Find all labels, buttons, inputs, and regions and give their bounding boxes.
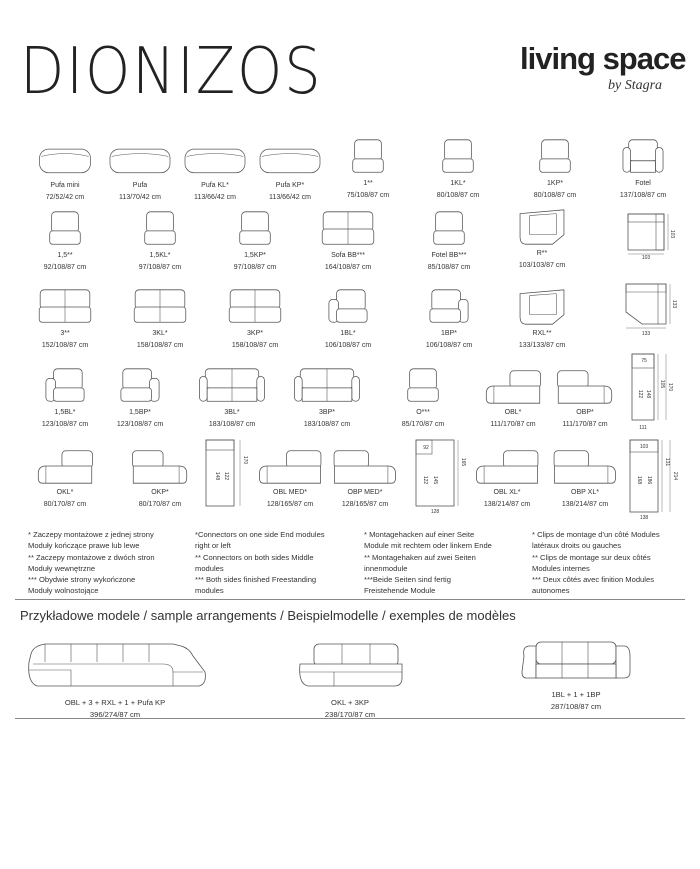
- module-item: [598, 136, 688, 202]
- module-name: 1,5**: [57, 252, 73, 259]
- module-drawing: [104, 140, 176, 180]
- module-dims: 111/170/87 cm: [490, 421, 536, 428]
- module-drawing: [515, 206, 569, 248]
- module-item: [323, 136, 413, 202]
- module-dims: 113/70/42 cm: [119, 194, 161, 201]
- module-dims: 97/108/87 cm: [138, 264, 182, 271]
- arrangement-name: OKL + 3KP: [331, 698, 369, 707]
- dim-label: 131: [664, 457, 670, 467]
- note-line: Module mit rechtem oder linkem Ende: [364, 541, 492, 551]
- module-dims: 80/108/87 cm: [436, 192, 480, 199]
- arrangement-name: 1BL + 1 + 1BP: [551, 690, 601, 699]
- dim-label: 103: [669, 229, 675, 239]
- module-name: 3KP*: [247, 330, 263, 337]
- note-polish: [28, 529, 188, 597]
- module-dims: 128/165/87 cm: [266, 501, 314, 508]
- note-line: modules: [195, 586, 224, 596]
- note-line: *Connectors on one side End modules: [195, 530, 325, 539]
- dim-label: 128: [430, 509, 440, 515]
- module-name: 3BP*: [319, 409, 335, 416]
- module-drawing: [620, 136, 666, 178]
- module-name: Sofa BB***: [331, 252, 365, 259]
- dim-label: 133: [641, 331, 651, 337]
- module-item: [20, 208, 110, 274]
- module-dims: 128/165/87 cm: [341, 501, 389, 508]
- note-line: ** Zaczepy montażowe z dwóch stron: [28, 552, 155, 562]
- note-line: ***Beide Seiten sind fertig: [364, 575, 451, 585]
- dim-label: 111: [639, 425, 647, 431]
- module-drawing: [481, 365, 545, 407]
- module-item: [462, 445, 552, 511]
- o-side-drawing: [622, 350, 672, 432]
- module-name: Pufa KP*: [275, 182, 305, 189]
- module-drawing: [118, 365, 162, 407]
- module-item: [115, 445, 205, 511]
- note-english: [195, 529, 355, 597]
- module-dims: 72/52/42 cm: [45, 194, 85, 201]
- note-line: ** Montagehaken auf zwei Seiten: [364, 552, 476, 562]
- module-name: OBL XL*: [493, 489, 521, 496]
- module-name: 1,5BP*: [129, 409, 151, 416]
- module-dims: 123/108/87 cm: [116, 421, 164, 428]
- module-item: [413, 136, 503, 202]
- module-drawing: [254, 445, 326, 487]
- arrangement-dims: 396/274/87 cm: [89, 709, 141, 719]
- arrangement-drawing: [294, 634, 406, 692]
- arrangement-dims: 287/108/87 cm: [550, 701, 602, 711]
- dim-label: 148: [645, 389, 651, 399]
- module-drawing: [431, 208, 467, 250]
- module-drawing: [33, 140, 97, 180]
- module-dims: 158/108/87 cm: [231, 342, 279, 349]
- module-item: [497, 286, 587, 352]
- arrangement-name: OBL + 3 + RXL + 1 + Pufa KP: [64, 698, 166, 707]
- note-line: modules: [195, 563, 224, 573]
- note-line: *** Both sides finished Freestanding: [195, 575, 317, 585]
- module-drawing: [142, 208, 178, 250]
- note-line: ** Clips de montage sur deux côtés: [532, 552, 651, 562]
- module-dims: 106/108/87 cm: [324, 342, 372, 349]
- module-name: OKP*: [151, 489, 169, 496]
- module-item: [404, 286, 494, 352]
- arrangement-drawing: [518, 634, 634, 684]
- arrangement-2: [282, 634, 418, 720]
- arrangement-3: [508, 634, 644, 712]
- module-item: [20, 445, 110, 511]
- note-line: right or left: [195, 541, 231, 551]
- module-name: 1KL*: [450, 180, 466, 187]
- module-dims: 183/108/87 cm: [208, 421, 256, 428]
- arrangement-drawing: [23, 634, 207, 692]
- module-drawing: [226, 286, 284, 328]
- module-name: 1BP*: [441, 330, 457, 337]
- module-item: [540, 365, 630, 431]
- okl-side-drawing: [200, 436, 256, 512]
- module-name: OBL*: [504, 409, 522, 416]
- dim-label: 170: [242, 455, 248, 465]
- dim-label: 122: [223, 471, 229, 481]
- dim-label: 138: [639, 515, 649, 521]
- module-name: Fotel BB***: [431, 252, 467, 259]
- note-french: [532, 529, 692, 597]
- module-name: 1KP*: [547, 180, 563, 187]
- module-name: 1,5KL*: [149, 252, 171, 259]
- module-dims: 106/108/87 cm: [425, 342, 473, 349]
- note-line: Modules internes: [532, 563, 590, 573]
- module-dims: 138/214/87 cm: [561, 501, 609, 508]
- module-item: [497, 206, 587, 272]
- module-dims: 80/170/87 cm: [43, 501, 87, 508]
- note-german: [364, 529, 524, 597]
- module-dims: 113/66/42 cm: [269, 194, 311, 201]
- module-dims: 75/108/87 cm: [346, 192, 390, 199]
- module-name: R**: [536, 250, 548, 257]
- module-name: OBP*: [576, 409, 594, 416]
- module-dims: 164/108/87 cm: [324, 264, 372, 271]
- module-drawing: [36, 286, 94, 328]
- module-name: Pufa KL*: [201, 182, 229, 189]
- module-name: RXL**: [532, 330, 552, 337]
- module-item: [115, 208, 205, 274]
- module-drawing: [539, 136, 571, 178]
- module-name: 1**: [363, 180, 373, 187]
- module-drawing: [319, 208, 377, 250]
- module-drawing: [47, 208, 83, 250]
- module-name: O***: [416, 409, 430, 416]
- module-item: [540, 445, 630, 511]
- module-drawing: [196, 365, 268, 407]
- dim-label: 105: [659, 379, 665, 389]
- module-item: [404, 208, 494, 274]
- module-dims: 158/108/87 cm: [136, 342, 184, 349]
- module-drawing: [131, 286, 189, 328]
- module-name: OKL*: [56, 489, 74, 496]
- dim-label: 186: [646, 475, 652, 485]
- note-line: *** Deux côtés avec finition Modules: [532, 575, 654, 585]
- note-line: * Montagehacken auf einer Seite: [364, 530, 475, 539]
- divider: [15, 599, 685, 600]
- note-line: * Clips de montage d'un côté Modules: [532, 530, 660, 539]
- page-title: DIONIZOS: [20, 35, 323, 109]
- module-drawing: [329, 445, 401, 487]
- module-dims: 123/108/87 cm: [41, 421, 89, 428]
- module-dims: 111/170/87 cm: [562, 421, 608, 428]
- module-item: [320, 445, 410, 511]
- brand-logo: living space: [520, 41, 686, 76]
- module-item: [245, 140, 335, 204]
- note-line: innenmodule: [364, 563, 408, 573]
- dim-label: 165: [460, 457, 466, 467]
- module-name: 3KL*: [152, 330, 168, 337]
- note-line: Moduły kończące prawe lub lewe: [28, 541, 140, 551]
- r-top-view-drawing: [624, 210, 675, 261]
- module-dims: 103/103/87 cm: [518, 262, 566, 269]
- note-line: Moduły wolnostojące: [28, 586, 99, 596]
- module-name: 1,5BL*: [54, 409, 76, 416]
- module-name: OBL MED*: [273, 489, 307, 496]
- module-item: [282, 365, 372, 431]
- module-item: [20, 286, 110, 352]
- module-dims: 85/108/87 cm: [427, 264, 471, 271]
- module-dims: 133/133/87 cm: [518, 342, 566, 349]
- module-drawing: [405, 365, 441, 407]
- module-drawing: [471, 445, 543, 487]
- dim-label: 133: [671, 299, 677, 309]
- module-drawing: [442, 136, 474, 178]
- arrangements-title: Przykładowe modele / sample arrangements / Beispielmodelle / exemples de modèles: [20, 608, 516, 623]
- module-dims: 80/108/87 cm: [533, 192, 577, 199]
- module-name: OBP MED*: [347, 489, 383, 496]
- note-line: Moduły wewnętrzne: [28, 563, 96, 573]
- module-dims: 183/108/87 cm: [303, 421, 351, 428]
- module-name: Pufa: [132, 182, 148, 189]
- module-name: OBP XL*: [571, 489, 599, 496]
- brand-tagline: by Stagra: [608, 78, 663, 93]
- note-line: *** Obydwie strony wykończone: [28, 575, 136, 585]
- dim-label: 148: [214, 471, 220, 481]
- module-drawing: [352, 136, 384, 178]
- dim-label: 92: [423, 445, 429, 451]
- module-drawing: [179, 140, 251, 180]
- module-drawing: [254, 140, 326, 180]
- module-item: [210, 286, 300, 352]
- module-name: 1BL*: [340, 330, 356, 337]
- dim-label: 170: [667, 382, 673, 392]
- module-dims: 80/170/87 cm: [138, 501, 182, 508]
- dim-label: 75: [641, 358, 647, 364]
- module-dims: 152/108/87 cm: [41, 342, 89, 349]
- dim-label: 168: [636, 475, 642, 485]
- module-item: [510, 136, 600, 202]
- dim-label: 122: [637, 389, 643, 399]
- obl-xl-side-drawing: [624, 436, 678, 522]
- module-item: [303, 208, 393, 274]
- arrangement-dims: 238/170/87 cm: [324, 709, 376, 719]
- module-drawing: [427, 286, 471, 328]
- module-item: [303, 286, 393, 352]
- module-drawing: [549, 445, 621, 487]
- module-drawing: [43, 365, 87, 407]
- module-name: Fotel: [635, 180, 651, 187]
- module-dims: 97/108/87 cm: [233, 264, 277, 271]
- module-name: 1,5KP*: [244, 252, 266, 259]
- module-dims: 137/108/87 cm: [619, 192, 667, 199]
- module-item: [210, 208, 300, 274]
- module-drawing: [291, 365, 363, 407]
- divider: [15, 718, 685, 719]
- module-dims: 138/214/87 cm: [483, 501, 531, 508]
- obl-med-side-drawing: [410, 436, 466, 516]
- module-name: 3**: [60, 330, 70, 337]
- dim-label: 103: [641, 255, 651, 261]
- module-drawing: [515, 286, 569, 328]
- module-item: [378, 365, 468, 431]
- module-item: [115, 286, 205, 352]
- dim-label: 103: [639, 444, 649, 450]
- module-drawing: [326, 286, 370, 328]
- module-drawing: [128, 445, 192, 487]
- module-dims: 85/170/87 cm: [401, 421, 445, 428]
- rxl-top-view-drawing: [622, 280, 677, 338]
- note-line: ** Connectors on both sides Middle: [195, 552, 314, 562]
- module-dims: 113/66/42 cm: [194, 194, 236, 201]
- note-line: Freistehende Module: [364, 586, 436, 596]
- module-dims: 92/108/87 cm: [43, 264, 87, 271]
- module-item: [95, 365, 185, 431]
- module-drawing: [553, 365, 617, 407]
- module-drawing: [237, 208, 273, 250]
- dim-label: 122: [422, 475, 428, 485]
- dim-label: 214: [672, 471, 678, 481]
- note-line: autonomes: [532, 586, 570, 596]
- note-line: latéraux droits ou gauches: [532, 541, 622, 551]
- module-name: Pufa mini: [50, 182, 80, 189]
- dim-label: 145: [432, 475, 438, 485]
- module-item: [187, 365, 277, 431]
- module-name: 3BL*: [224, 409, 240, 416]
- note-line: * Zaczepy montażowe z jednej strony: [28, 530, 154, 539]
- module-drawing: [33, 445, 97, 487]
- arrangement-1: [20, 634, 210, 720]
